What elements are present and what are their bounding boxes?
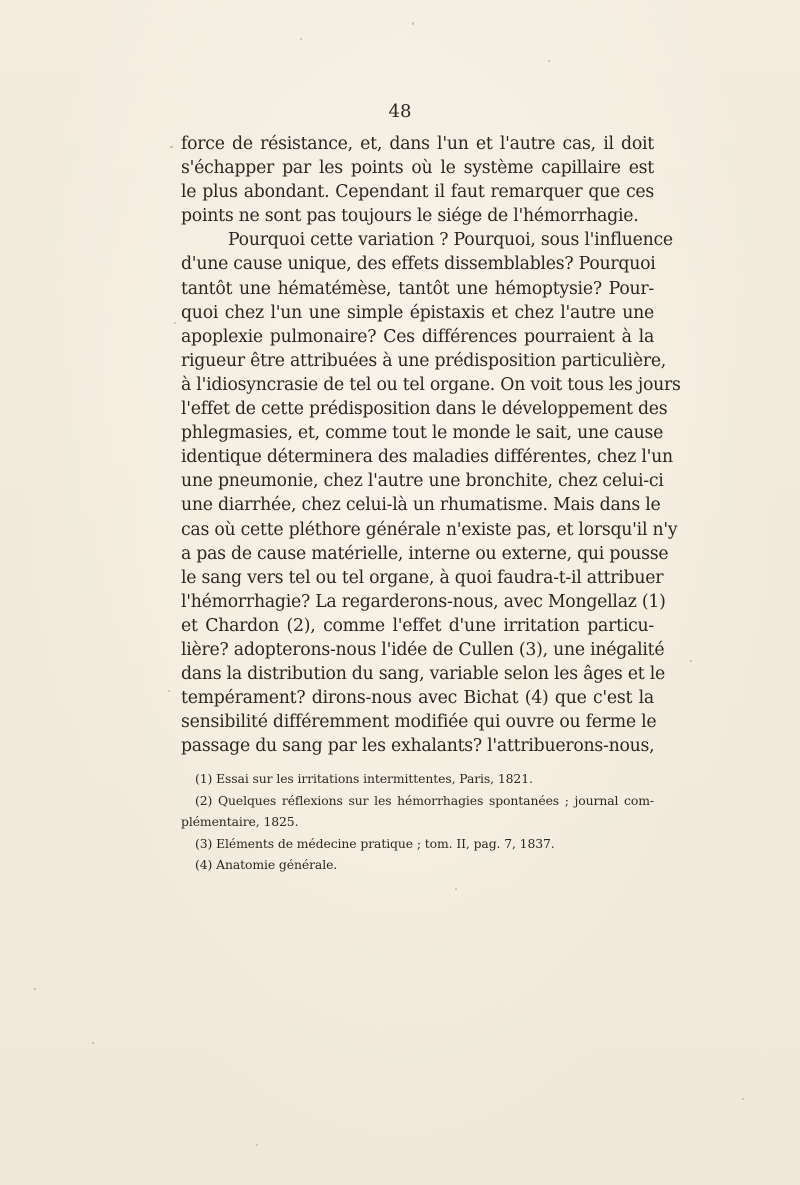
footnote-2: (2) Quelques réflexions sur les hémorrhagies spontanées ; journal com- bbox=[195, 792, 654, 808]
body-line: passage du sang par les exhalants? l'attribuerons-nous, bbox=[181, 736, 655, 757]
paper-speck bbox=[412, 22, 414, 25]
paper-speck bbox=[690, 660, 692, 662]
body-line: d'une cause unique, des effets dissemblables? Pourquoi bbox=[181, 254, 656, 275]
paper-speck bbox=[170, 146, 173, 148]
body-line: cas où cette pléthore générale n'existe pas, et lorsqu'il n'y bbox=[181, 519, 678, 540]
paper-speck bbox=[742, 1098, 744, 1100]
body-line: tantôt une hématémèse, tantôt une hémoptysie? Pour- bbox=[181, 278, 654, 299]
footnote-1: (1) Essai sur les irritations intermittentes, Paris, 1821. bbox=[195, 771, 533, 786]
body-line: force de résistance, et, dans l'un et l'autre cas, il doit bbox=[181, 134, 654, 154]
body-line: le sang vers tel ou tel organe, à quoi faudra-t-il attribuer bbox=[181, 567, 664, 588]
body-line: tempérament? dirons-nous avec Bichat (4) que c'est la bbox=[181, 688, 654, 709]
body-line: une pneumonie, chez l'autre une bronchite, chez celui-ci bbox=[181, 471, 664, 492]
body-line: et Chardon (2), comme l'effet d'une irritation particu- bbox=[181, 615, 654, 636]
body-line: dans la distribution du sang, variable selon les âges et le bbox=[181, 664, 665, 685]
body-line: apoplexie pulmonaire? Ces différences pourraient à la bbox=[181, 326, 654, 347]
body-line: l'hémorrhagie? La regarderons-nous, avec Mongellaz (1) bbox=[181, 591, 666, 612]
footnotes bbox=[181, 768, 654, 876]
body-line: rigueur être attribuées à une prédisposition particulière, bbox=[181, 350, 667, 371]
body-text bbox=[181, 132, 681, 758]
footnote-4: (4) Anatomie générale. bbox=[195, 857, 338, 872]
body-line: s'échapper par les points où le système capillaire est bbox=[181, 158, 654, 179]
body-line: quoi chez l'un une simple épistaxis et chez l'autre une bbox=[181, 302, 654, 323]
paper-speck bbox=[168, 690, 170, 692]
page-number: 48 bbox=[388, 101, 412, 122]
body-line: points ne sont pas toujours le siége de l'hémorrhagie. bbox=[181, 206, 639, 227]
paper-speck bbox=[300, 38, 302, 40]
footnote-3: (3) Eléments de médecine pratique ; tom. II, pag. 7, 1837. bbox=[195, 835, 555, 851]
paper-speck bbox=[34, 988, 36, 990]
body-line: a pas de cause matérielle, interne ou externe, qui pousse bbox=[181, 543, 669, 564]
body-line: le plus abondant. Cependant il faut remarquer que ces bbox=[181, 182, 654, 203]
paper-speck bbox=[455, 888, 457, 890]
paper-speck bbox=[92, 1042, 94, 1044]
body-line: l'effet de cette prédisposition dans le développement des bbox=[181, 399, 668, 420]
body-line: sensibilité différemment modifiée qui ouvre ou ferme le bbox=[181, 712, 657, 733]
paper-speck bbox=[256, 1144, 258, 1146]
body-line: une diarrhée, chez celui-là un rhumatisme. Mais dans le bbox=[181, 495, 661, 516]
body-line: à l'idiosyncrasie de tel ou tel organe. On voit tous les jours bbox=[181, 374, 681, 395]
paper-speck bbox=[174, 322, 176, 324]
paper-speck bbox=[548, 60, 550, 62]
body-line: Pourquoi cette variation ? Pourquoi, sous l'influence bbox=[228, 230, 673, 251]
body-line: lière? adopterons-nous l'idée de Cullen (3), une inégalité bbox=[181, 639, 665, 660]
footnote-2-continuation: plémentaire, 1825. bbox=[181, 814, 299, 829]
body-line: phlegmasies, et, comme tout le monde le sait, une cause bbox=[181, 423, 664, 444]
body-line: identique déterminera des maladies différentes, chez l'un bbox=[181, 447, 673, 468]
